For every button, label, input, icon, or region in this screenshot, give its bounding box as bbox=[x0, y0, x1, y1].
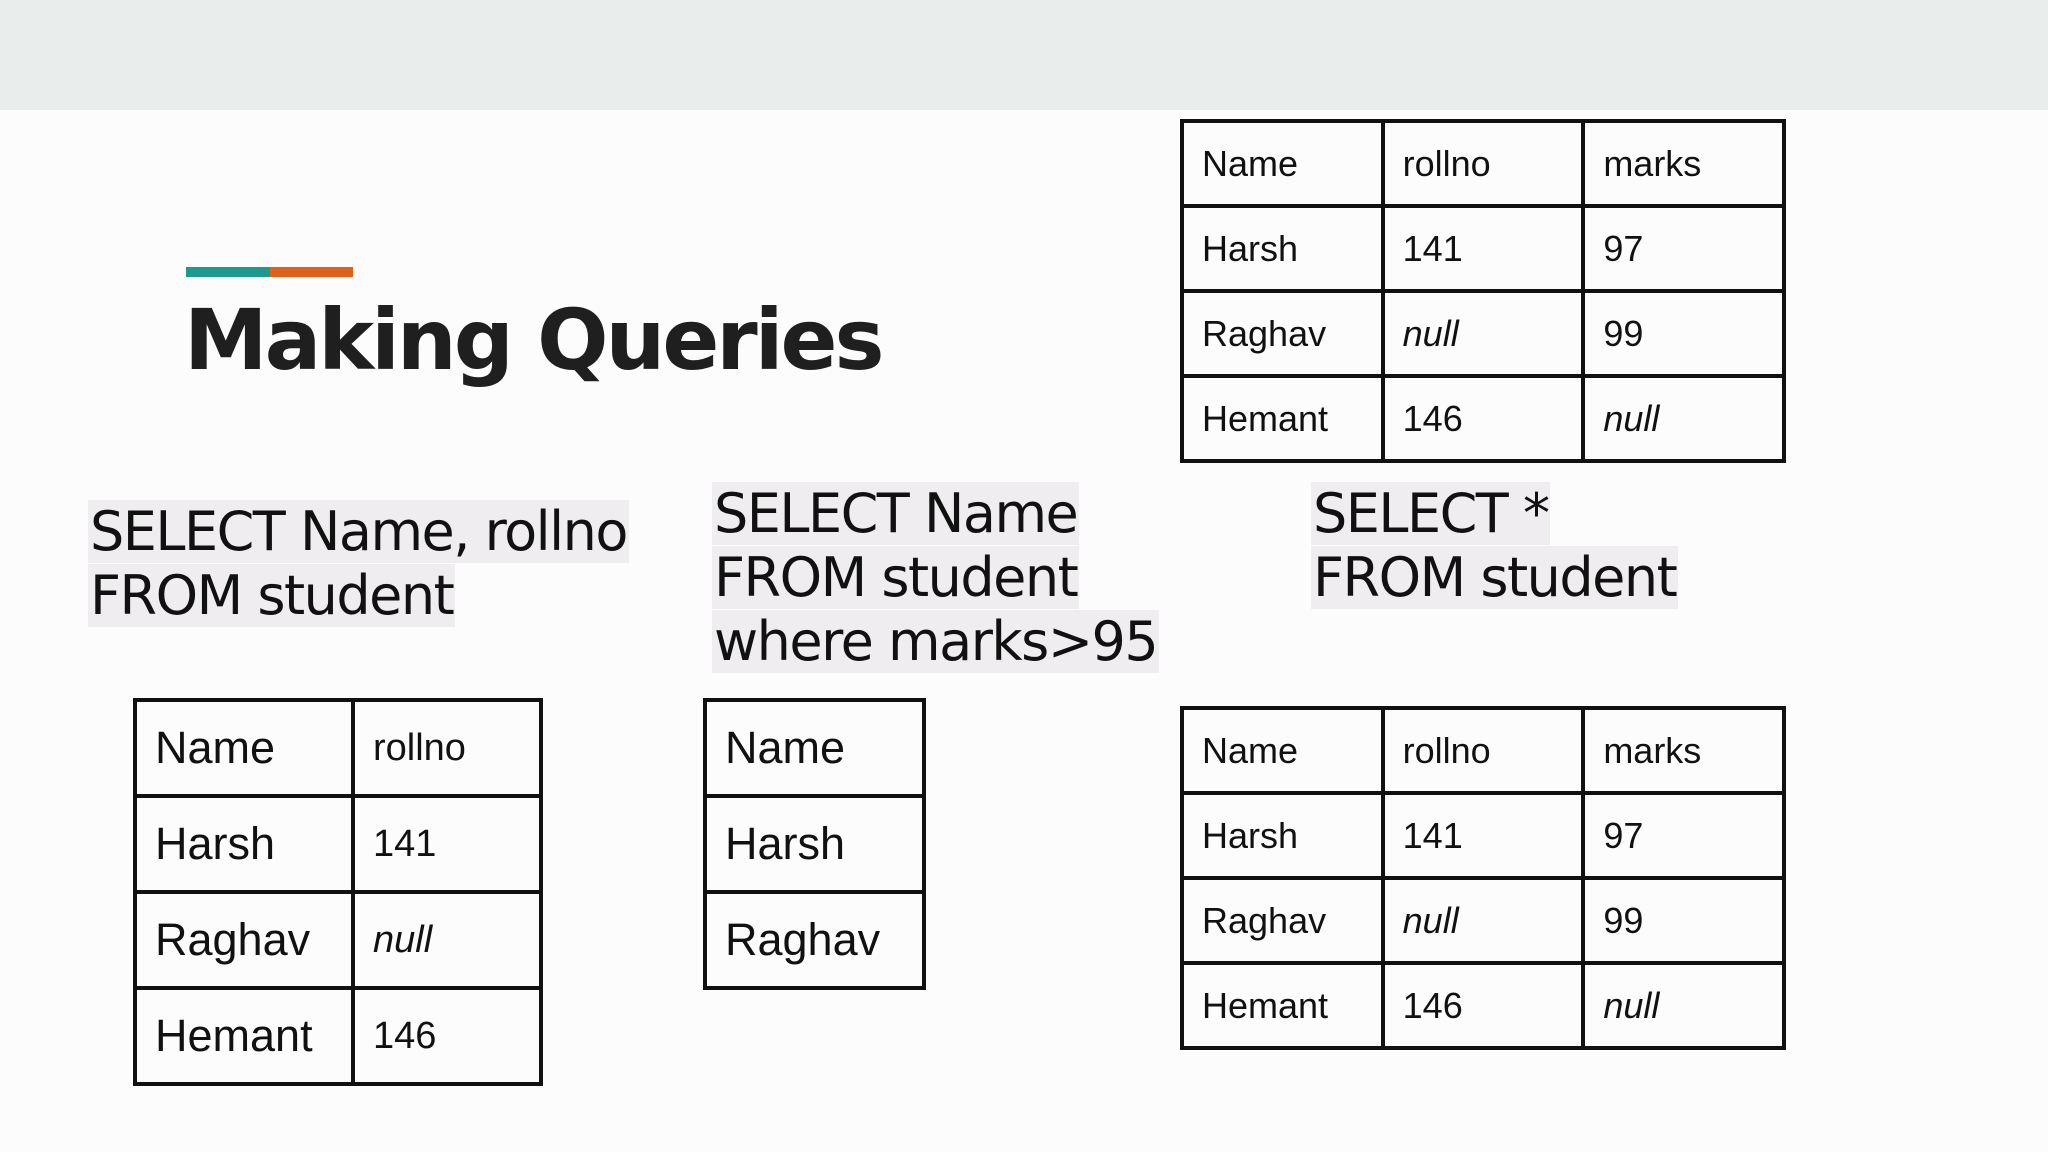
table-cell: Raghav bbox=[135, 892, 353, 988]
accent-teal-segment bbox=[186, 267, 270, 277]
table-row bbox=[1182, 206, 1784, 291]
query-line: SELECT Name bbox=[714, 482, 1078, 545]
source-student-table bbox=[1180, 119, 1786, 463]
table-cell: Hemant bbox=[135, 988, 353, 1084]
table-header-cell: marks bbox=[1583, 121, 1784, 206]
table-row bbox=[135, 988, 541, 1084]
table-cell: 146 bbox=[1383, 376, 1584, 461]
query-line: FROM student bbox=[90, 564, 454, 627]
table-cell: 146 bbox=[353, 988, 541, 1084]
table-cell: Harsh bbox=[135, 796, 353, 892]
accent-orange-segment bbox=[270, 267, 353, 277]
table-cell: Hemant bbox=[1182, 963, 1383, 1048]
table-cell-null: null bbox=[1583, 376, 1784, 461]
table-cell: Harsh bbox=[1182, 206, 1383, 291]
table-row bbox=[135, 892, 541, 988]
table-row bbox=[705, 892, 924, 988]
table-cell: Harsh bbox=[705, 796, 924, 892]
query-line: SELECT Name, rollno bbox=[90, 500, 627, 563]
table-cell: 97 bbox=[1583, 793, 1784, 878]
table-cell: Raghav bbox=[1182, 291, 1383, 376]
table-row bbox=[705, 796, 924, 892]
table-row bbox=[1182, 963, 1784, 1048]
query-line: FROM student bbox=[1313, 546, 1677, 609]
table-cell: 141 bbox=[1383, 793, 1584, 878]
table-header-cell: Name bbox=[135, 700, 353, 796]
table-row bbox=[135, 796, 541, 892]
table-cell: Harsh bbox=[1182, 793, 1383, 878]
table-cell-null: null bbox=[1383, 291, 1584, 376]
table-cell: Raghav bbox=[705, 892, 924, 988]
table-header-row bbox=[135, 700, 541, 796]
table-header-cell: rollno bbox=[353, 700, 541, 796]
table-row bbox=[1182, 793, 1784, 878]
table-header-cell: Name bbox=[1182, 121, 1383, 206]
slide-title: Making Queries bbox=[184, 291, 882, 389]
table-cell: 97 bbox=[1583, 206, 1784, 291]
result-table-name-rollno bbox=[133, 698, 543, 1086]
table-cell: 141 bbox=[353, 796, 541, 892]
query-line: FROM student bbox=[714, 546, 1078, 609]
result-table-all-columns bbox=[1180, 706, 1786, 1050]
table-cell: Raghav bbox=[1182, 878, 1383, 963]
table-header-cell: Name bbox=[705, 700, 924, 796]
table-header-cell: rollno bbox=[1383, 708, 1584, 793]
table-header-cell: rollno bbox=[1383, 121, 1584, 206]
query-line: where marks>95 bbox=[714, 610, 1158, 673]
table-header-cell: marks bbox=[1583, 708, 1784, 793]
table-cell-null: null bbox=[1583, 963, 1784, 1048]
table-cell-null: null bbox=[1383, 878, 1584, 963]
table-header-cell: Name bbox=[1182, 708, 1383, 793]
title-accent-bar bbox=[186, 267, 353, 277]
query-select-name-where bbox=[712, 482, 1159, 674]
query-select-all bbox=[1311, 482, 1678, 610]
table-header-row bbox=[1182, 121, 1784, 206]
table-row bbox=[1182, 376, 1784, 461]
result-table-name-only bbox=[703, 698, 926, 990]
table-row bbox=[1182, 291, 1784, 376]
table-cell: 141 bbox=[1383, 206, 1584, 291]
table-cell: 99 bbox=[1583, 291, 1784, 376]
slide-header-band bbox=[0, 0, 2048, 110]
table-cell: 99 bbox=[1583, 878, 1784, 963]
table-header-row bbox=[1182, 708, 1784, 793]
table-cell: Hemant bbox=[1182, 376, 1383, 461]
table-row bbox=[1182, 878, 1784, 963]
query-line: SELECT * bbox=[1313, 482, 1549, 545]
table-cell-null: null bbox=[353, 892, 541, 988]
table-header-row bbox=[705, 700, 924, 796]
query-select-name-rollno bbox=[88, 500, 629, 628]
table-cell: 146 bbox=[1383, 963, 1584, 1048]
